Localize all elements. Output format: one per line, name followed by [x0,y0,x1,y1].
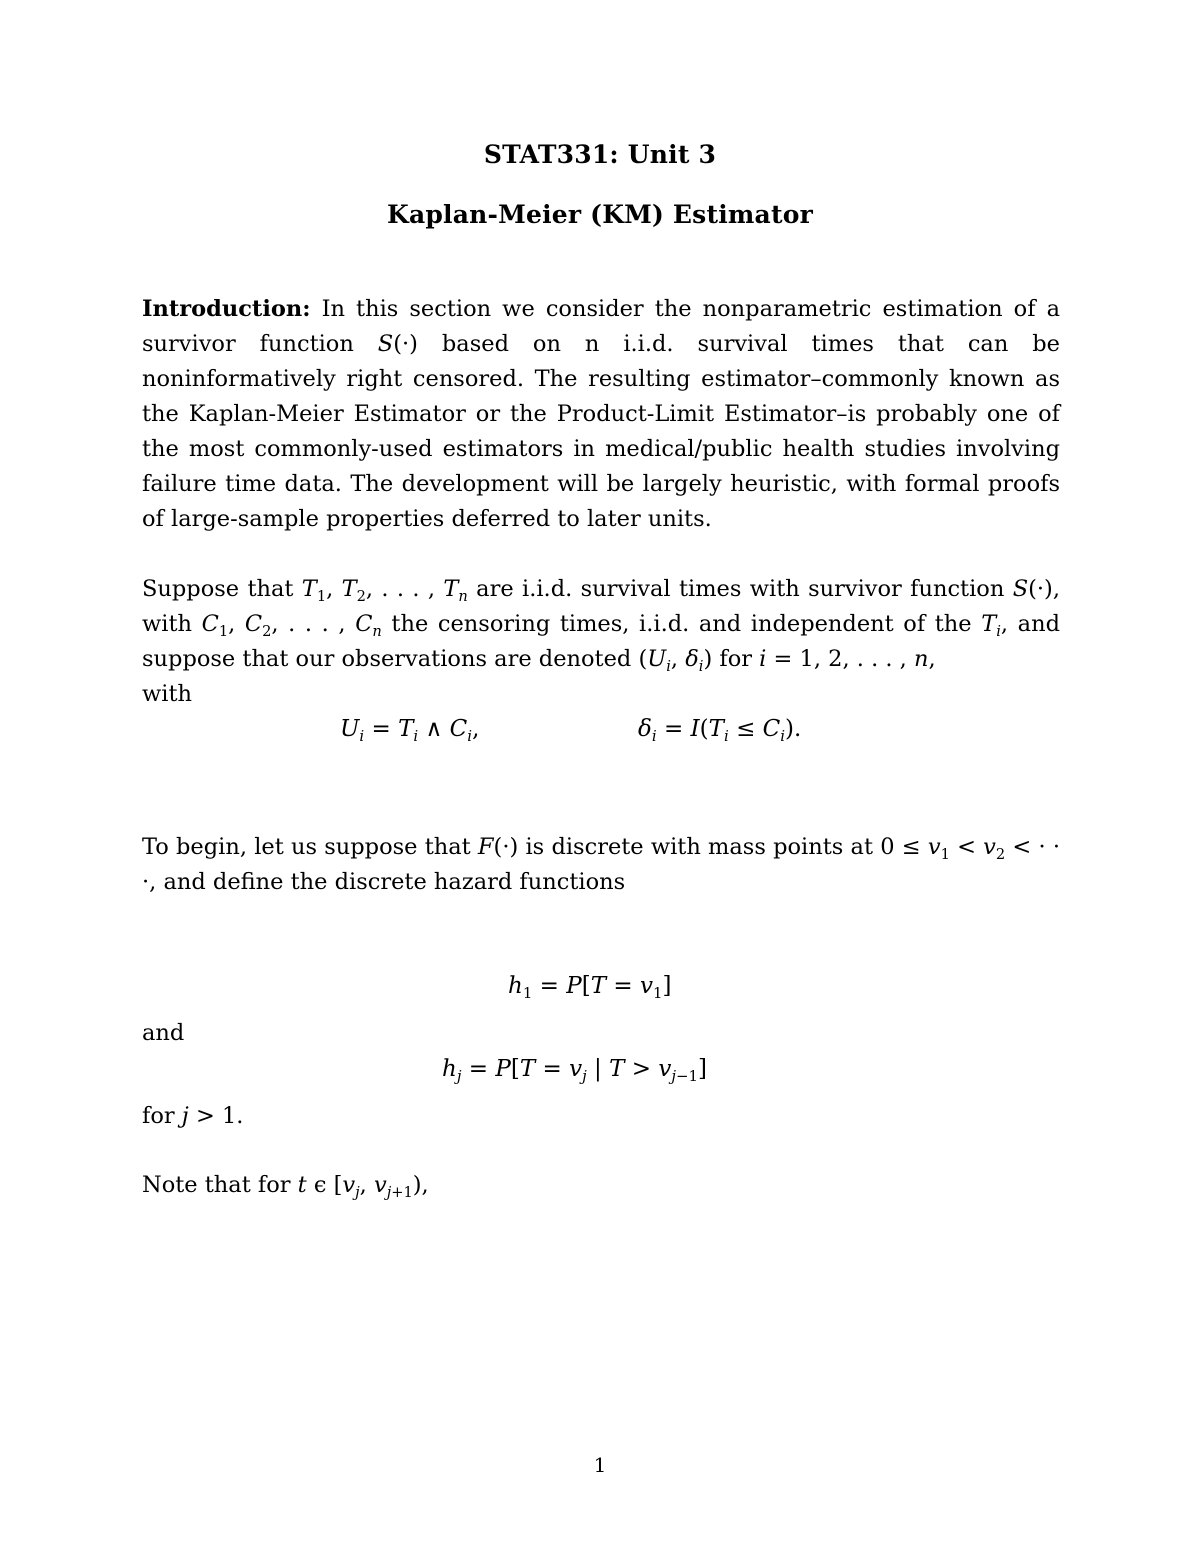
connector-and: and [142,1020,185,1046]
document-subtitle: Kaplan-Meier (KM) Estimator [387,200,813,229]
math-cdf: F [477,834,494,860]
math-survivor-function-2: S [1012,576,1029,602]
suppose-text-6: for [712,646,760,672]
discrete-setup-paragraph: To begin, let us suppose that F(·) is discrete with mass points at $0 \le v_1 < v_2$ < · · ·, and define the discrete hazard functions [142,834,1060,895]
document-title: STAT331: Unit 3 [483,140,717,169]
math-mass-points: $0 \le v_1 < v_2$ < · · · [142,834,1060,895]
suppose-text-5: , and suppose that our observations are denoted [142,611,1060,672]
suppose-text-3: , with [142,576,1060,637]
math-observations: ($U_i$, $\delta_i$) [638,646,713,676]
math-ti: $T_i$ [981,611,1001,641]
note-text: Note that for [142,1172,298,1198]
intro-text-2: based on n i.i.d. survival times that can be noninformatively right censored. The resulting estimator–commonly known as the Kaplan-Meier Estimator or the Product-Limit Estimator–is probably one of the most commonly-used estimators in medical/public health studies involving failure time data. The development will be largely heuristic, with formal proofs of large-sample properties deferred to later units. [142,331,1060,532]
assumptions-paragraph: Suppose that $T_1$, $T_2$, . . . , $T_n$ are i.i.d. survival times with survivor function S(·), with $C_1$, $C_2$, . . . , $C_n$ the censoring times, i.i.d. and independent of the $T_i$, and suppose that our observations are denoted ($U_i$, $\delta_i$) for i = 1, 2, . . . , n, with [142,576,1060,707]
begin-text-2: is discrete with mass points at [518,834,881,860]
math-censoring-times: $C_1$, $C_2$, . . . , $C_n$ [201,611,382,641]
condition-line [142,1103,243,1129]
equation-observed-time: $U_i = T_i$ ∧ $C_i$, [340,716,480,746]
suppose-text-7: with [142,681,192,707]
suppose-text-1: Suppose that [142,576,302,602]
note-line [142,1172,429,1202]
math-survival-times: $T_1$, $T_2$, . . . , $T_n$ [301,576,468,606]
begin-text-3: , and define the discrete hazard functions [149,869,626,895]
page-number: 1 [593,1453,607,1477]
equation-hazard-first: $h_1 = P[T = v_1]$ [508,973,672,1003]
introduction-paragraph: Introduction: In this section we consider the nonparametric estimation of a survivor function S(·) based on n i.i.d. survival times that can be noninformatively right censored. The resulting estimator–commonly known as the Kaplan-Meier Estimator or the Product-Limit Estimator–is probably one of the most commonly-used estimators in medical/public health studies involving failure time data. The development will be largely heuristic, with formal proofs of large-sample properties deferred to later units. [142,296,1060,532]
equation-hazard-general: $h_j = P[T = v_j$ | $T > v_{j-1}$] [442,1056,708,1086]
math-j-condition: j > 1. [181,1103,244,1129]
suppose-text-2: are i.i.d. survival times with survivor function [467,576,1013,602]
math-index-range: i = 1, 2, . . . , n, [759,646,936,672]
math-interval: t ϵ [$v_j$, $v_{j+1}$), [297,1172,429,1202]
introduction-label: Introduction: [142,296,311,322]
intro-text-1: In this section we consider the nonparametric estimation of a survivor function [142,296,1060,357]
suppose-text-4: the censoring times, i.i.d. and independent of the [381,611,982,637]
begin-text-1: To begin, let us suppose that [142,834,478,860]
math-survivor-function: S [377,331,394,357]
equation-censoring-indicator: $\delta_i = I(T_i \le C_i)$. [638,716,802,746]
for-j-text: for [142,1103,182,1129]
